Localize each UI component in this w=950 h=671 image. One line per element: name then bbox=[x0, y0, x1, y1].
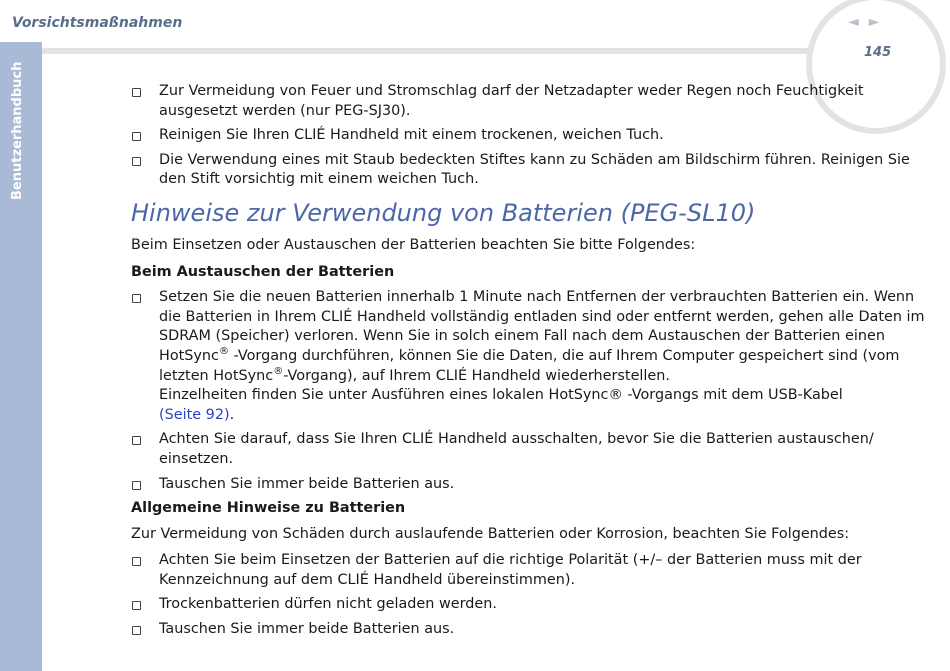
section-title: Vorsichtsmaßnahmen bbox=[12, 15, 183, 31]
list-item: Tauschen Sie immer beide Batterien aus. bbox=[131, 475, 926, 495]
checkbox-bullet-icon bbox=[132, 626, 141, 635]
next-page-arrow-icon[interactable]: ► bbox=[868, 14, 890, 30]
checkbox-bullet-icon bbox=[132, 481, 141, 490]
list-item: Zur Vermeidung von Feuer und Stromschlag darf der Netzadapter weder Regen noch Feuchtigkeit ausgesetzt werden (nur PEG-SJ30). bbox=[131, 82, 926, 121]
section-intro: Beim Einsetzen oder Austauschen der Batterien beachten Sie bitte Folgendes: bbox=[131, 236, 696, 253]
prev-page-arrow-icon[interactable]: ◄ bbox=[848, 14, 869, 30]
general-bullet-list bbox=[131, 551, 926, 639]
list-item: Setzen Sie die neuen Batterien innerhalb 1 Minute nach Entfernen der verbrauchten Batterien ein. Wenn die Batterien in Ihrem CLIÉ Handheld vollständig entladen sind oder entfernt werden, gehen alle Daten im SDRAM (Speicher) verloren. Wenn Sie in solch einem Fall nach dem Austauschen der Batterien einen HotSync® -Vorgang durchführen, können Sie die Daten, die auf Ihrem Computer gespeichert sind (vom letzten HotSync®-Vorgang), auf Ihrem CLIÉ Handheld wiederherstellen. Einzelheiten finden Sie unter Ausführen eines lokalen HotSync® -Vorgangs mit dem USB-Kabel (Seite 92). bbox=[131, 288, 926, 425]
page-number: 145 bbox=[864, 45, 892, 60]
general-intro: Zur Vermeidung von Schäden durch auslaufende Batterien oder Korrosion, beachten Sie Folgendes: bbox=[131, 525, 850, 542]
checkbox-bullet-icon bbox=[132, 157, 141, 166]
list-item: Reinigen Sie Ihren CLIÉ Handheld mit einem trockenen, weichen Tuch. bbox=[131, 126, 926, 146]
sidebar bbox=[0, 0, 42, 671]
checkbox-bullet-icon bbox=[132, 436, 141, 445]
page-92-link[interactable]: (Seite 92) bbox=[159, 406, 230, 423]
section-heading: Hinweise zur Verwendung von Batterien (PEG-SL10) bbox=[131, 198, 756, 227]
list-item: Die Verwendung eines mit Staub bedeckten Stiftes kann zu Schäden am Bildschirm führen. Reinigen Sie den Stift vorsichtig mit einem weichen Tuch. bbox=[131, 151, 926, 190]
subheading-general: Allgemeine Hinweise zu Batterien bbox=[131, 500, 406, 517]
checkbox-bullet-icon bbox=[132, 294, 141, 303]
checkbox-bullet-icon bbox=[132, 557, 141, 566]
list-item: Achten Sie darauf, dass Sie Ihren CLIÉ Handheld ausschalten, bevor Sie die Batterien austauschen/ einsetzen. bbox=[131, 430, 926, 469]
replace-bullet-list bbox=[131, 288, 926, 494]
list-item: Tauschen Sie immer beide Batterien aus. bbox=[131, 620, 926, 640]
header-rule bbox=[42, 48, 822, 54]
checkbox-bullet-icon bbox=[132, 132, 141, 141]
list-item: Trockenbatterien dürfen nicht geladen werden. bbox=[131, 595, 926, 615]
subheading-replace: Beim Austauschen der Batterien bbox=[131, 263, 395, 280]
top-bullet-list bbox=[131, 82, 926, 190]
sidebar-label: Benutzerhandbuch bbox=[10, 61, 25, 200]
checkbox-bullet-icon bbox=[132, 88, 141, 97]
checkbox-bullet-icon bbox=[132, 601, 141, 610]
main-content bbox=[131, 82, 926, 645]
list-item: Achten Sie beim Einsetzen der Batterien auf die richtige Polarität (+/– der Batterien muss mit der Kennzeichnung auf dem CLIÉ Handheld übereinstimmen). bbox=[131, 551, 926, 590]
page-nav bbox=[848, 14, 890, 30]
